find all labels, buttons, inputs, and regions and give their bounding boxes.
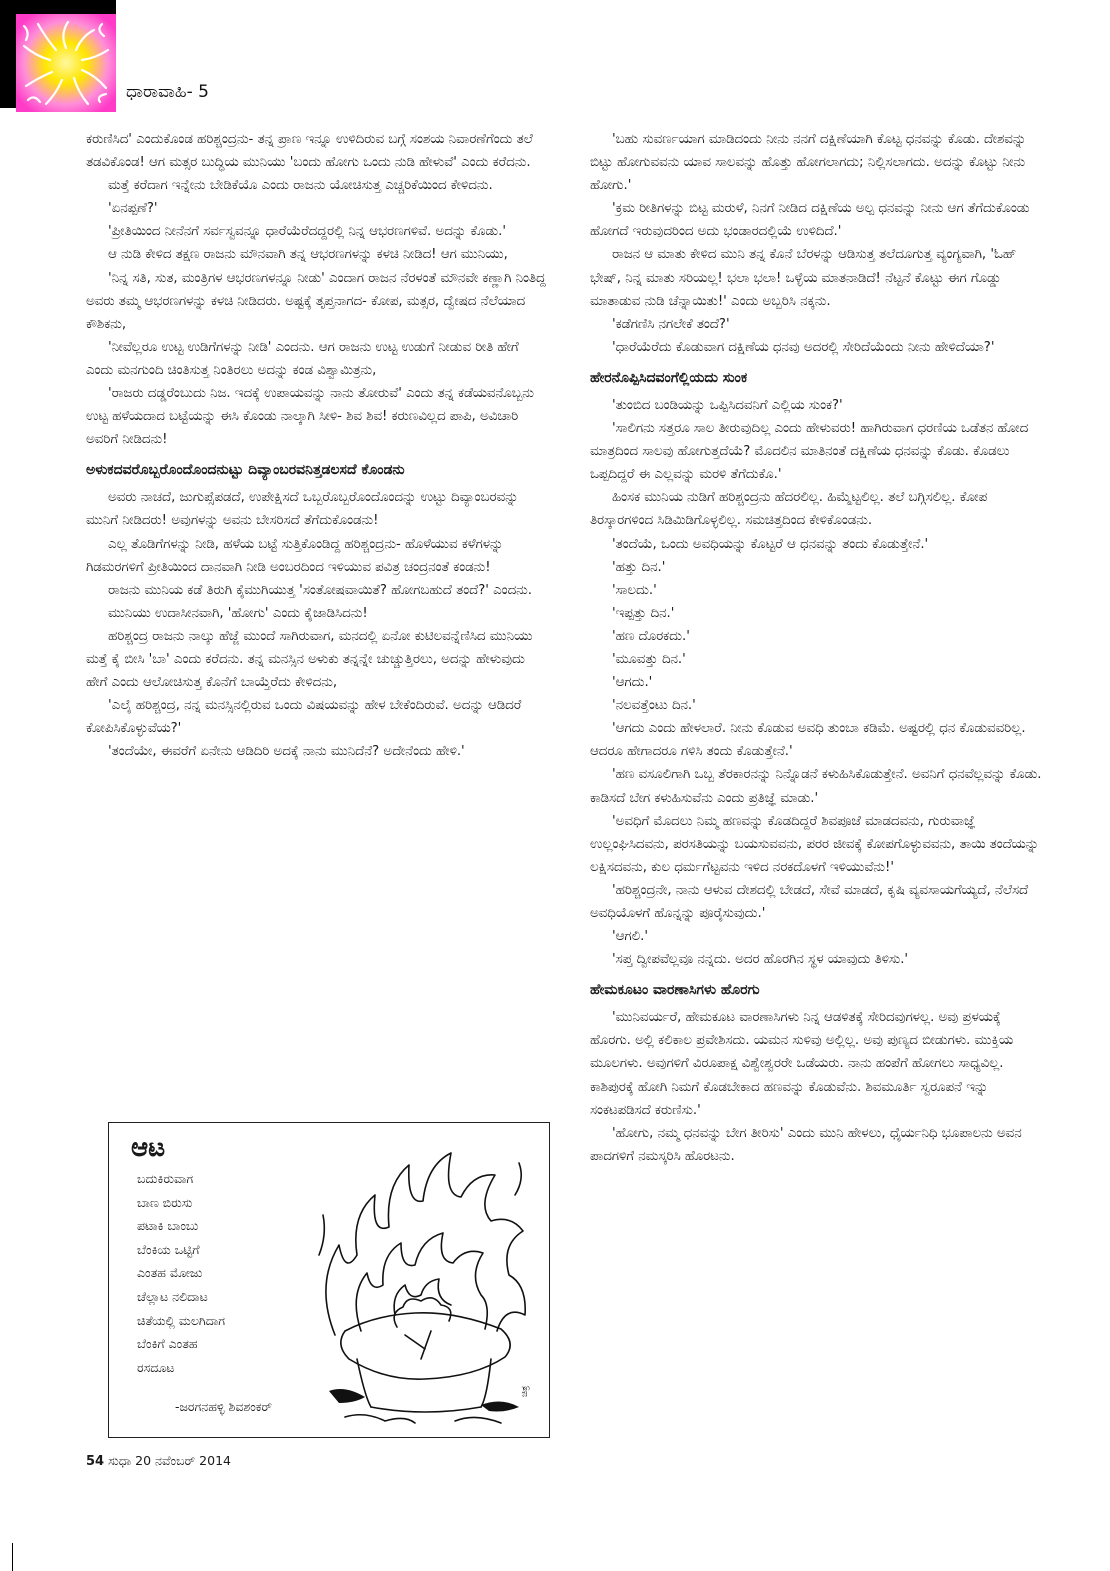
- poem-line: ಬೆಂಕಿಯ ಒಟ್ಟಿಗೆ: [137, 1241, 200, 1257]
- artist-signature: ಚಿತ್ರ: [520, 1385, 530, 1397]
- paragraph: ಮತ್ತೆ ಕರೆದಾಗ ಇನ್ನೇನು ಬೇಡಿಕೆಯೊ ಎಂದು ರಾಜನು ಯೋಚಿಸುತ್ತ ಎಚ್ಚರಿಕೆಯಿಂದ ಕೇಳಿದನು.: [108, 178, 493, 194]
- series-label: ಧಾರಾವಾಹಿ- 5: [126, 82, 209, 102]
- paragraph: 'ತಂದೆಯೆ, ಒಂದು ಅವಧಿಯನ್ನು ಕೊಟ್ಟರೆ ಆ ಧನವನ್ನು ತಂದು ಕೊಡುತ್ತೇನೆ.': [612, 536, 929, 552]
- paragraph: 'ಅವಧಿಗೆ ಮೊದಲು ನಿಮ್ಮ ಹಣವನ್ನು ಕೊಡದಿದ್ದರೆ ಶಿವಪೂಜೆ ಮಾಡದವನು, ಗುರುವಾಜ್ಞೆ ಉಲ್ಲಂಘಿಸಿದವನು, ಪರಸತಿಯನ್ನು ಬಯಸುವವನು, ಪರರ ಜೀವಕ್ಕೆ ಕೋಪಗೊಳ್ಳುವವನು, ತಾಯಿ ತಂದೆಯನ್ನು ಲಕ್ಷಿಸದವನು, ಕುಲ ಧರ್ಮಗೆಟ್ಟವನು ಇಳಿದ ನರಕದೊಳಗೆ ಇಳಿಯುವೆನು!': [590, 813, 1039, 875]
- poem-line: ರಸದೂಟ: [137, 1359, 175, 1375]
- paragraph: 'ಹತ್ತು ದಿನ.': [612, 559, 666, 575]
- paragraph: ಆ ನುಡಿ ಕೇಳಿದ ತಕ್ಷಣ ರಾಜನು ಮೌನವಾಗಿ ತನ್ನ ಆಭರಣಗಳನ್ನು ಕಳಚಿ ನೀಡಿದ! ಆಗ ಮುನಿಯು,: [108, 247, 508, 263]
- page-number: 54: [86, 1454, 105, 1469]
- page-footer: [86, 1453, 231, 1469]
- paragraph: 'ತಂದೆಯೇ, ಈವರೆಗೆ ಏನೇನು ಆಡಿದಿರಿ ಅದಕ್ಕೆ ನಾನು ಮುನಿದೆನೆ? ಅದೇನೆಂದು ಹೇಳಿ.': [108, 744, 465, 760]
- paragraph: 'ಹೋಗು, ನಮ್ಮ ಧನವನ್ನು ಬೇಗ ತೀರಿಸು' ಎಂದು ಮುನಿ ಹೇಳಲು, ಧೈರ್ಯನಿಧಿ ಭೂಪಾಲನು ಅವನ ಪಾದಗಳಿಗೆ ನಮಸ್ಕರಿಸಿ ಹೊರಟನು.: [590, 1125, 1022, 1164]
- series-logo-icon: [16, 14, 116, 112]
- poem-line: ಬೆಂಕಿಗೆ ಎಂತಹ: [137, 1336, 198, 1352]
- paragraph: 'ಕಡೆಗಣಿಸಿ ನಗಲೇಕೆ ತಂದೆ?': [612, 316, 730, 332]
- poem-author: -ಜರಗನಹಳ್ಳಿ ಶಿವಶಂಕರ್: [175, 1399, 273, 1414]
- paragraph: ಹಿಂಸಕ ಮುನಿಯ ನುಡಿಗೆ ಹರಿಶ್ಚಂದ್ರನು ಹೆದರಲಿಲ್ಲ. ಹಿಮ್ಮೆಟ್ಟಲಿಲ್ಲ. ತಲೆ ಬಗ್ಗಿಸಲಿಲ್ಲ. ಕೋಪ ತಿರಸ್ಕಾರಗಳಿಂದ ಸಿಡಿಮಿಡಿಗೊಳ್ಳಲಿಲ್ಲ. ಸಮಚಿತ್ತದಿಂದ ಕೇಳಿಕೊಂಡನು.: [590, 490, 988, 529]
- paragraph: 'ಮೂವತ್ತು ದಿನ.': [612, 651, 686, 667]
- paragraph: 'ಎಲೈ ಹರಿಶ್ಚಂದ್ರ, ನನ್ನ ಮನಸ್ಸಿನಲ್ಲಿರುವ ಒಂದು ವಿಷಯವನ್ನು ಹೇಳ ಬೇಕೆಂದಿರುವೆ. ಅದನ್ನು ಆಡಿದರೆ ಕೋಪಿಸಿಕೊಳ್ಳುವೆಯ?': [86, 698, 522, 737]
- paragraph: 'ಮುನಿವರ್ಯರೆ, ಹೇಮಕೂಟ ವಾರಣಾಸಿಗಳು ನಿನ್ನ ಆಡಳಿತಕ್ಕೆ ಸೇರಿದವುಗಳಲ್ಲ. ಅವು ಪ್ರಳಯಕ್ಕೆ ಹೊರಗು. ಅಲ್ಲಿ ಕಲಿಕಾಲ ಪ್ರವೇಶಿಸದು. ಯಮನ ಸುಳಿವು ಅಲ್ಲಿಲ್ಲ. ಅವು ಪುಣ್ಯದ ಬೀಡುಗಳು. ಮುಕ್ತಿಯ ಮೂಲಗಳು. ಅವುಗಳಿಗೆ ವಿರೂಪಾಕ್ಷ ವಿಶ್ವೇಶ್ವರರೇ ಒಡೆಯರು. ನಾನು ಹಂಪೆಗೆ ಹೋಗಲು ಸಾಧ್ಯವಿಲ್ಲ. ಕಾಶಿಪುರಕ್ಕೆ ಹೋಗಿ ನಿಮಗೆ ಕೊಡಬೇಕಾದ ಹಣವನ್ನು ಕೊಡುವೆನು. ಶಿವಮೂರ್ತಿ ಸ್ವರೂಪನೆ ಇನ್ನು ಸಂಕಟಪಡಿಸದೆ ಕರುಣಿಸು.': [590, 1010, 1014, 1118]
- paragraph: 'ಏನಪ್ಪಣೆ?': [108, 201, 158, 217]
- section-heading: ಅಳುಕದವರೊಬ್ಬರೊಂದೊಂದನುಟ್ಟು ದಿವ್ಯಾಂಬರವನಿತ್ತಡಲಸದೆ ಕೊಂಡನು: [86, 462, 405, 479]
- poem-line: ಚಿತೆಯಲ್ಲಿ ಮಲಗಿದಾಗ: [137, 1312, 226, 1328]
- paragraph: ರಾಜನು ಮುನಿಯ ಕಡೆ ತಿರುಗಿ ಕೈಮುಗಿಯುತ್ತ 'ಸಂತೋಷವಾಯಿತೆ? ಹೋಗಬಹುದೆ ತಂದೆ?' ಎಂದನು.: [108, 582, 533, 598]
- paragraph: 'ನಲವತ್ತೆಂಟು ದಿನ.': [612, 698, 696, 714]
- crop-mark: [0, 1543, 13, 1571]
- paragraph: ಕರುಣಿಸಿದ' ಎಂದುಕೊಂಡ ಹರಿಶ್ಚಂದ್ರನು- ತನ್ನ ಪ್ರಾಣ ಇನ್ನೂ ಉಳಿದಿರುವ ಬಗ್ಗೆ ಸಂಶಯ ನಿವಾರಣೆಗೆಂದು ತಲೆ ತಡವಿಕೊಂಡ! ಆಗ ಮತ್ಸರ ಬುದ್ಧಿಯ ಮುನಿಯು 'ಬಂದು ಹೋಗು ಒಂದು ನುಡಿ ಹೇಳುವೆ' ಎಂದು ಕರೆದನು.: [86, 132, 533, 171]
- poem-line: ಬಾಣ ಬಿರುಸು: [137, 1194, 193, 1210]
- paragraph: ಅವರು ನಾಚದೆ, ಜುಗುಪ್ಸೆಪಡದೆ, ಉಪೇಕ್ಷಿಸದೆ ಒಬ್ಬರೊಬ್ಬರೊಂದೊಂದನ್ನು ಉಟ್ಟು ದಿವ್ಯಾಂಬರವನ್ನು ಮುನಿಗೆ ನೀಡಿದರು! ಅವುಗಳನ್ನು ಅವನು ಬೇಸರಿಸದೆ ತೆಗೆದುಕೊಂಡನು!: [86, 490, 519, 529]
- poem-line: ಪಟಾಕಿ ಬಾಂಬು: [137, 1218, 199, 1234]
- paragraph: ಹರಿಶ್ಚಂದ್ರ ರಾಜನು ನಾಲ್ಕು ಹೆಜ್ಜೆ ಮುಂದೆ ಸಾಗಿರುವಾಗ, ಮನದಲ್ಲಿ ಏನೋ ಕುಟಿಲವನ್ನೆಣಿಸಿದ ಮುನಿಯು ಮತ್ತೆ ಕೈ ಬೀಸಿ 'ಬಾ' ಎಂದು ಕರೆದನು. ತನ್ನ ಮನಸ್ಸಿನ ಅಳುಕು ತನ್ನನ್ನೇ ಚುಚ್ಚುತ್ತಿರಲು, ಅದನ್ನು ಹೇಳುವುದು ಹೇಗೆ ಎಂದು ಆಲೋಚಿಸುತ್ತ ಕೊನೆಗೆ ಬಾಯ್ತೆರೆದು ಕೇಳಿದನು,: [86, 628, 533, 691]
- paragraph: 'ರಾಜರು ದಡ್ಡರೆಂಬುದು ನಿಜ. ಇದಕ್ಕೆ ಉಪಾಯವನ್ನು ನಾನು ತೋರುವೆ' ಎಂದು ತನ್ನ ಕಡೆಯವನೊಬ್ಬನು ಉಟ್ಟ ಹಳೆಯದಾದ ಬಟ್ಟೆಯನ್ನು ಈಸಿ ಕೊಂಡು ನಾಲ್ಕಾಗಿ ಸೀಳಿ- ಶಿವ ಶಿವ! ಕರುಣವಿಲ್ಲದ ಪಾಪಿ, ಅವಿಚಾರಿ ಅವರಿಗೆ ನೀಡಿದನು!: [86, 386, 534, 448]
- paragraph: 'ಆಗಲಿ.': [612, 929, 648, 945]
- issue-date: 20 ನವೆಂಬರ್ 2014: [135, 1453, 231, 1468]
- poem-title: ಆಟ: [131, 1133, 166, 1163]
- paragraph: 'ಹರಿಶ್ಚಂದ್ರನೇ, ನಾನು ಆಳುವ ದೇಶದಲ್ಲಿ ಬೇಡದೆ, ಸೇವೆ ಮಾಡದೆ, ಕೃಷಿ ವ್ಯವಸಾಯಗೆಯ್ಯದೆ, ನೆಲೆಸದೆ ಅವಧಿಯೊಳಗೆ ಹೊನ್ನನ್ನು ಪೂರೈಸುವುದು.': [590, 882, 1029, 921]
- paragraph: 'ತುಂಬಿದ ಬಂಡಿಯನ್ನು ಒಪ್ಪಿಸಿದವನಿಗೆ ಎಲ್ಲಿಯ ಸುಂಕ?': [612, 397, 843, 413]
- section-heading: ಹೇರನೊಪ್ಪಿಸಿದವಂಗೆಲ್ಲಿಯದು ಸುಂಕ: [590, 369, 748, 386]
- right-column: [590, 128, 1045, 1168]
- poem-lines: [137, 1167, 225, 1379]
- paragraph: 'ಹಣ ದೊರಕದು.': [612, 628, 690, 644]
- paragraph: 'ಇಪ್ಪತ್ತು ದಿನ.': [612, 605, 675, 621]
- paragraph: 'ಸಾಲದು.': [612, 582, 657, 598]
- burning-pyre-illustration: [305, 1135, 539, 1427]
- paragraph: ಎಲ್ಲ ತೊಡಿಗೆಗಳನ್ನು ನೀಡಿ, ಹಳೆಯ ಬಟ್ಟೆ ಸುತ್ತಿಕೊಂಡಿದ್ದ ಹರಿಶ್ಚಂದ್ರನು- ಹೊಳೆಯುವ ಕಳೆಗಳನ್ನು ಗಿಡಮರಗಳಿಗೆ ಪ್ರೀತಿಯಿಂದ ದಾನವಾಗಿ ನೀಡಿ ಅಂಬರದಿಂದ ಇಳಿಯುವ ಪವಿತ್ರ ಚಂದ್ರನಂತೆ ಕಂಡನು!: [86, 536, 504, 575]
- paragraph: 'ಬಹು ಸುವರ್ಣಯಾಗ ಮಾಡಿದಂದು ನೀನು ನನಗೆ ದಕ್ಷಿಣೆಯಾಗಿ ಕೊಟ್ಟ ಧನವನ್ನು ಕೊಡು. ದೇಶವನ್ನು ಬಿಟ್ಟು ಹೋಗುವವನು ಯಾವ ಸಾಲವನ್ನು ಹೊತ್ತು ಹೋಗಲಾಗದು; ನಿಲ್ಲಿಸಲಾಗದು. ಅದನ್ನು ಕೊಟ್ಟು ನೀನು ಹೋಗು.': [590, 132, 1027, 194]
- poem-line: ಚೆಲ್ಲಾಟ ನಲಿದಾಟ: [137, 1288, 208, 1304]
- paragraph: 'ನೀವೆಲ್ಲರೂ ಉಟ್ಟ ಉಡಿಗೆಗಳನ್ನು ನೀಡಿ' ಎಂದನು. ಆಗ ರಾಜನು ಉಟ್ಟ ಉಡುಗೆ ನೀಡುವ ರೀತಿ ಹೇಗೆ ಎಂದು ಮನಗುಂದಿ ಚಿಂತಿಸುತ್ತ ನಿಂತಿರಲು ಅದನ್ನು ಕಂಡ ವಿಶ್ವಾಮಿತ್ರನು,: [86, 339, 519, 378]
- paragraph: ಮುನಿಯು ಉದಾಸೀನವಾಗಿ, 'ಹೋಗು' ಎಂದು ಕೈಜಾಡಿಸಿದನು!: [108, 605, 368, 621]
- paragraph: 'ಸಾಲಿಗನು ಸತ್ತರೂ ಸಾಲ ತೀರುವುದಿಲ್ಲ ಎಂದು ಹೇಳುವರು! ಹಾಗಿರುವಾಗ ಧರಣಿಯ ಒಡೆತನ ಹೋದ ಮಾತ್ರದಿಂದ ಸಾಲವು ಹೋಗುತ್ತದೆಯೆ? ಮೊದಲಿನ ಮಾತಿನಂತೆ ದಕ್ಷಿಣೆಯ ಧನವನ್ನು ಕೊಡು. ಕೊಡಲು ಒಪ್ಪದಿದ್ದರೆ ಈ ಎಲ್ಲವನ್ನು ಮರಳಿ ತೆಗೆದುಕೊ.': [590, 421, 1029, 483]
- paragraph: 'ಹಣ ವಸೂಲಿಗಾಗಿ ಒಬ್ಬ ತೆರಕಾರನನ್ನು ನಿನ್ನೊಡನೆ ಕಳುಹಿಸಿಕೊಡುತ್ತೇನೆ. ಅವನಿಗೆ ಧನವೆಲ್ಲವನ್ನು ಕೊಡು. ಕಾಡಿಸದೆ ಬೇಗ ಕಳುಹಿಸುವೆನು ಎಂದು ಪ್ರತಿಜ್ಞೆ ಮಾಡು.': [590, 767, 1042, 806]
- paragraph: 'ಪ್ರೀತಿಯಿಂದ ನೀನೆನಗೆ ಸರ್ವಸ್ವವನ್ನೂ ಧಾರೆಯೆರೆದದ್ದರಲ್ಲಿ ನಿನ್ನ ಆಭರಣಗಳಿವೆ. ಅದನ್ನು ಕೊಡು.': [108, 224, 507, 240]
- left-column: [86, 128, 546, 763]
- poem-box: [108, 1122, 550, 1438]
- paragraph: 'ಸಪ್ತ ದ್ವೀಪವೆಲ್ಲವೂ ನನ್ನದು. ಅದರ ಹೊರಗಿನ ಸ್ಥಳ ಯಾವುದು ತಿಳಿಸು.': [612, 952, 909, 968]
- magazine-name: ಸುಧಾ: [108, 1453, 132, 1468]
- poem-line: ಎಂತಹ ಮೋಜು: [137, 1265, 203, 1281]
- poem-line: ಬದುಕಿರುವಾಗ: [137, 1171, 194, 1186]
- paragraph: ರಾಜನ ಆ ಮಾತು ಕೇಳಿದ ಮುನಿ ತನ್ನ ಕೊನೆ ಬೆರಳನ್ನು ಆಡಿಸುತ್ತ ತಲೆದೂಗುತ್ತ ವ್ಯಂಗ್ಯವಾಗಿ, 'ಓಹ್ ಭೇಷ್, ನಿನ್ನ ಮಾತು ಸರಿಯಲ್ಲ! ಭಲಾ ಭಲಾ! ಒಳ್ಳೆಯ ಮಾತನಾಡಿದೆ! ನೆಟ್ಟನೆ ಕೊಟ್ಟು ಈಗ ಗೊಡ್ಡು ಮಾತಾಡುವ ನುಡಿ ಚೆನ್ನಾಯಿತು!' ಎಂದು ಅಬ್ಬರಿಸಿ ನಕ್ಕನು.: [590, 247, 1017, 309]
- paragraph: 'ಆಗದು.': [612, 675, 653, 691]
- paragraph: 'ಆಗದು ಎಂದು ಹೇಳಲಾರೆ. ನೀನು ಕೊಡುವ ಅವಧಿ ತುಂಬಾ ಕಡಿಮೆ. ಅಷ್ಟರಲ್ಲಿ ಧನ ಕೊಡುವವರಿಲ್ಲ. ಆದರೂ ಹೇಗಾದರೂ ಗಳಿಸಿ ತಂದು ಕೊಡುತ್ತೇನೆ.': [590, 721, 1026, 760]
- paragraph: 'ನಿನ್ನ ಸತಿ, ಸುತ, ಮಂತ್ರಿಗಳ ಆಭರಣಗಳನ್ನೂ ನೀಡು' ಎಂದಾಗ ರಾಜನ ನೆರಳಂತೆ ಮೌನವೇ ಕಣ್ಣಾಗಿ ನಿಂತಿದ್ದ ಅವರು ತಮ್ಮ ಆಭರಣಗಳನ್ನು ಕಳಚಿ ನೀಡಿದರು. ಅಷ್ಟಕ್ಕೆ ತೃಪ್ತನಾಗದ- ಕೋಪ, ಮತ್ಸರ, ದ್ವೇಷದ ನೆಲೆಯಾದ ಕೌಶಿಕನು,: [86, 270, 546, 332]
- paragraph: 'ಧಾರೆಯೆರೆದು ಕೊಡುವಾಗ ದಕ್ಷಿಣೆಯ ಧನವು ಅದರಲ್ಲಿ ಸೇರಿದೆಯೆಂದು ನೀನು ಹೇಳಿದೆಯಾ?': [612, 339, 995, 355]
- paragraph: 'ಕ್ರಮ ರೀತಿಗಳನ್ನು ಬಿಟ್ಟ ಮರುಳೆ, ನಿನಗೆ ನೀಡಿದ ದಕ್ಷಿಣೆಯ ಅಲ್ಪ ಧನವನ್ನು ನೀನು ಆಗ ತೆಗೆದುಕೊಂಡು ಹೋಗದೆ ಇರುವುದರಿಂದ ಅದು ಭಂಡಾರದಲ್ಲಿಯೆ ಉಳಿದಿದೆ.': [590, 201, 1030, 240]
- section-heading: ಹೇಮಕೂಟಂ ವಾರಣಾಸಿಗಳು ಹೊರಗು: [590, 982, 760, 999]
